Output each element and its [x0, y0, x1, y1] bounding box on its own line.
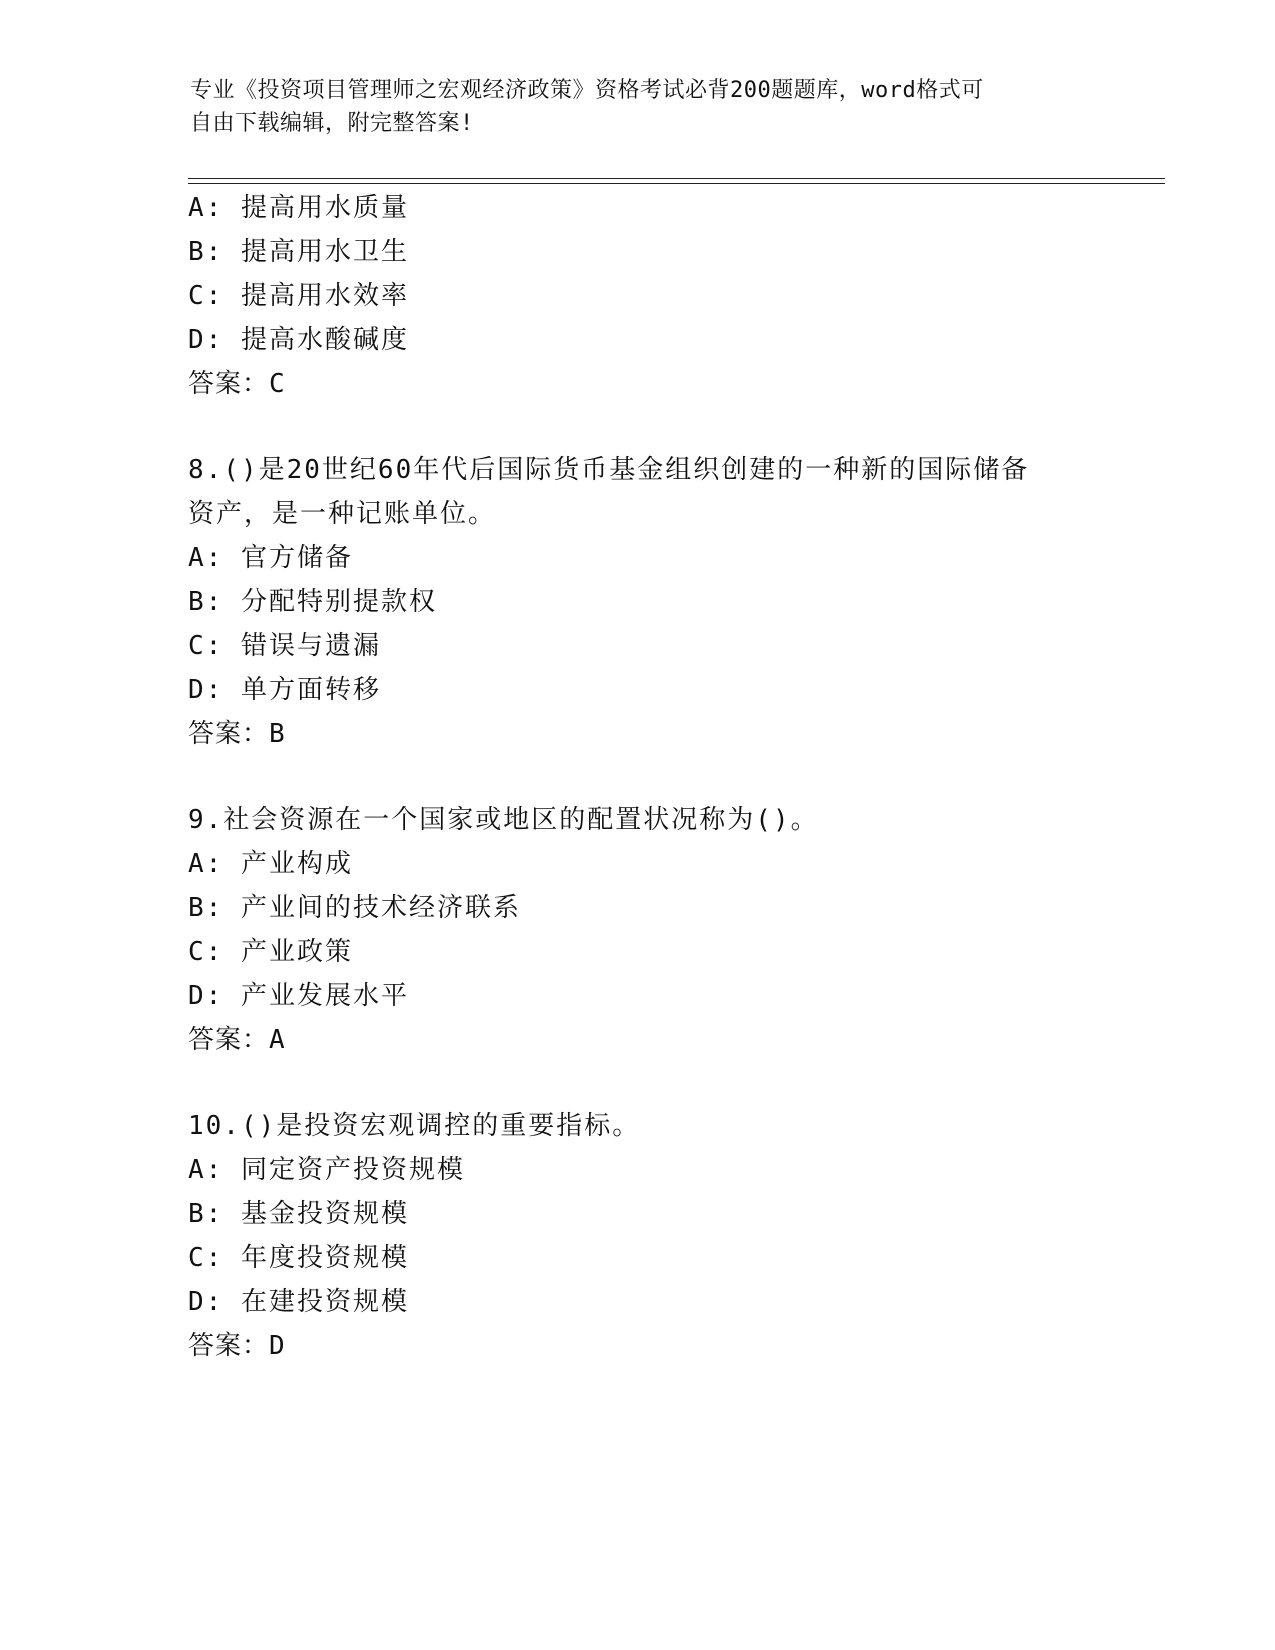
q8-question-line-1: 8.()是20世纪60年代后国际货币基金组织创建的一种新的国际储备 — [188, 455, 1030, 485]
q8-option-c: C: 错误与遗漏 — [188, 631, 381, 661]
q10-answer: 答案：D — [188, 1331, 286, 1361]
q10-option-d: D: 在建投资规模 — [188, 1287, 409, 1317]
q10-option-a: A: 同定资产投资规模 — [188, 1155, 465, 1185]
q7-option-c: C: 提高用水效率 — [188, 281, 409, 311]
q8-option-b: B: 分配特别提款权 — [188, 587, 437, 617]
q8-option-d: D: 单方面转移 — [188, 675, 381, 705]
q7-option-b: B: 提高用水卫生 — [188, 237, 409, 267]
q9-option-c: C: 产业政策 — [188, 937, 353, 967]
document-header — [190, 74, 1090, 140]
q9-answer: 答案：A — [188, 1025, 286, 1055]
q8-option-a: A: 官方储备 — [188, 543, 353, 573]
header-divider-bottom — [188, 183, 1165, 184]
q7-option-a: A: 提高用水质量 — [188, 193, 409, 223]
q7-option-d: D: 提高水酸碱度 — [188, 325, 409, 355]
header-line-1: 专业《投资项目管理师之宏观经济政策》资格考试必背200题题库，word格式可 — [190, 78, 984, 103]
q9-option-b: B: 产业间的技术经济联系 — [188, 893, 521, 923]
q9-option-a: A: 产业构成 — [188, 849, 353, 879]
q8-question-line-2: 资产，是一种记账单位。 — [188, 499, 497, 529]
q10-option-c: C: 年度投资规模 — [188, 1243, 409, 1273]
q10-question-line-1: 10.()是投资宏观调控的重要指标。 — [188, 1111, 641, 1141]
q9-question-line-1: 9.社会资源在一个国家或地区的配置状况称为()。 — [188, 805, 819, 835]
header-line-2: 自由下载编辑，附完整答案! — [190, 111, 474, 136]
q9-option-d: D: 产业发展水平 — [188, 981, 409, 1011]
q7-answer: 答案：C — [188, 369, 286, 399]
header-divider-top — [188, 178, 1165, 179]
q8-answer: 答案：B — [188, 719, 286, 749]
q10-option-b: B: 基金投资规模 — [188, 1199, 409, 1229]
